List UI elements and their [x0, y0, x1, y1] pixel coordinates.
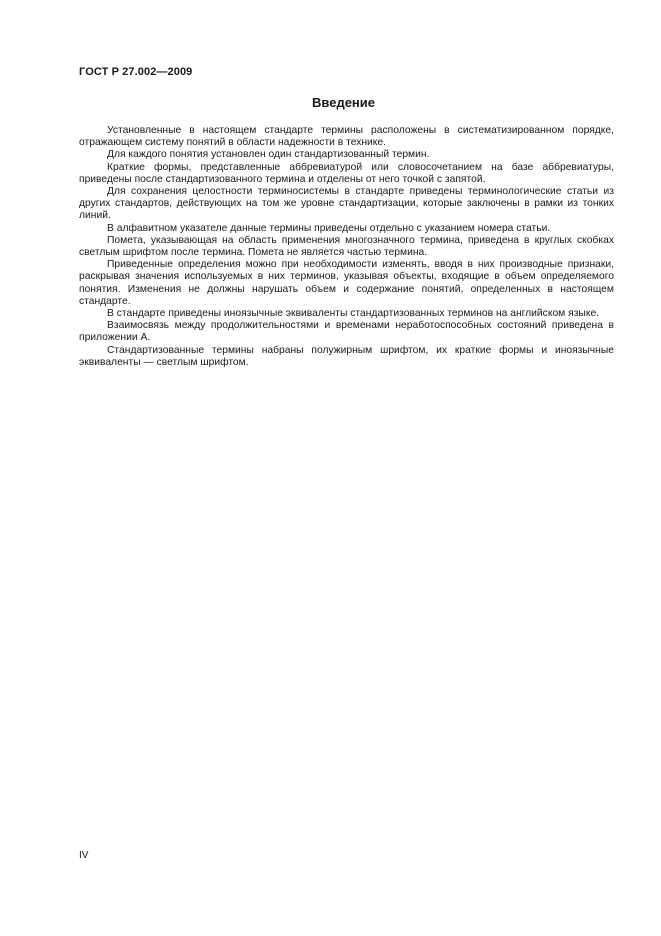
- paragraph: Стандартизованные термины набраны полужирным шрифтом, их краткие формы и иноязычные эквиваленты — светлым шрифтом.: [79, 344, 614, 368]
- paragraph: Помета, указывающая на область применения многозначного термина, приведена в круглых скобках светлым шрифтом после термина. Помета не является частью термина.: [79, 234, 614, 259]
- paragraph: Для сохранения целостности терминосистемы в стандарте приведены терминологические статьи из других стандартов, действующих на том же уровне стандартизации, которые заключены в рамки из тонких линий.: [79, 186, 614, 222]
- section-title: [0, 95, 661, 110]
- paragraph: Установленные в настоящем стандарте термины расположены в систематизированном порядке, отражающем систему понятий в области надежности в технике.: [79, 125, 614, 149]
- paragraph: Приведенные определения можно при необходимости изменять, вводя в них производные признаки, раскрывая значения используемых в них терминов, указывая объекты, входящие в объем определяемого понятия. Изменения не должны нарушать объем и содержание понятий, определенных в настоящем стандарте.: [79, 259, 614, 307]
- paragraph: В стандарте приведены иноязычные эквиваленты стандартизованных терминов на английском языке.: [107, 308, 600, 320]
- body-text: [79, 125, 614, 369]
- paragraph: В алфавитном указателе данные термины приведены отдельно с указанием номера статьи.: [107, 222, 551, 234]
- section-title-text: Введение: [312, 95, 375, 110]
- paragraph: Краткие формы, представленные аббревиатурой или словосочетанием на базе аббревиатуры, приведены после стандартизованного термина и отделены от него точкой с запятой.: [79, 161, 614, 185]
- paragraph: Для каждого понятия установлен один стандартизованный термин.: [107, 149, 430, 161]
- page-header: ГОСТ Р 27.002—2009: [79, 66, 193, 78]
- page-number: IV: [79, 850, 89, 861]
- paragraph: Взаимосвязь между продолжительностями и временами неработоспособных состояний приведена в приложении А.: [79, 320, 614, 344]
